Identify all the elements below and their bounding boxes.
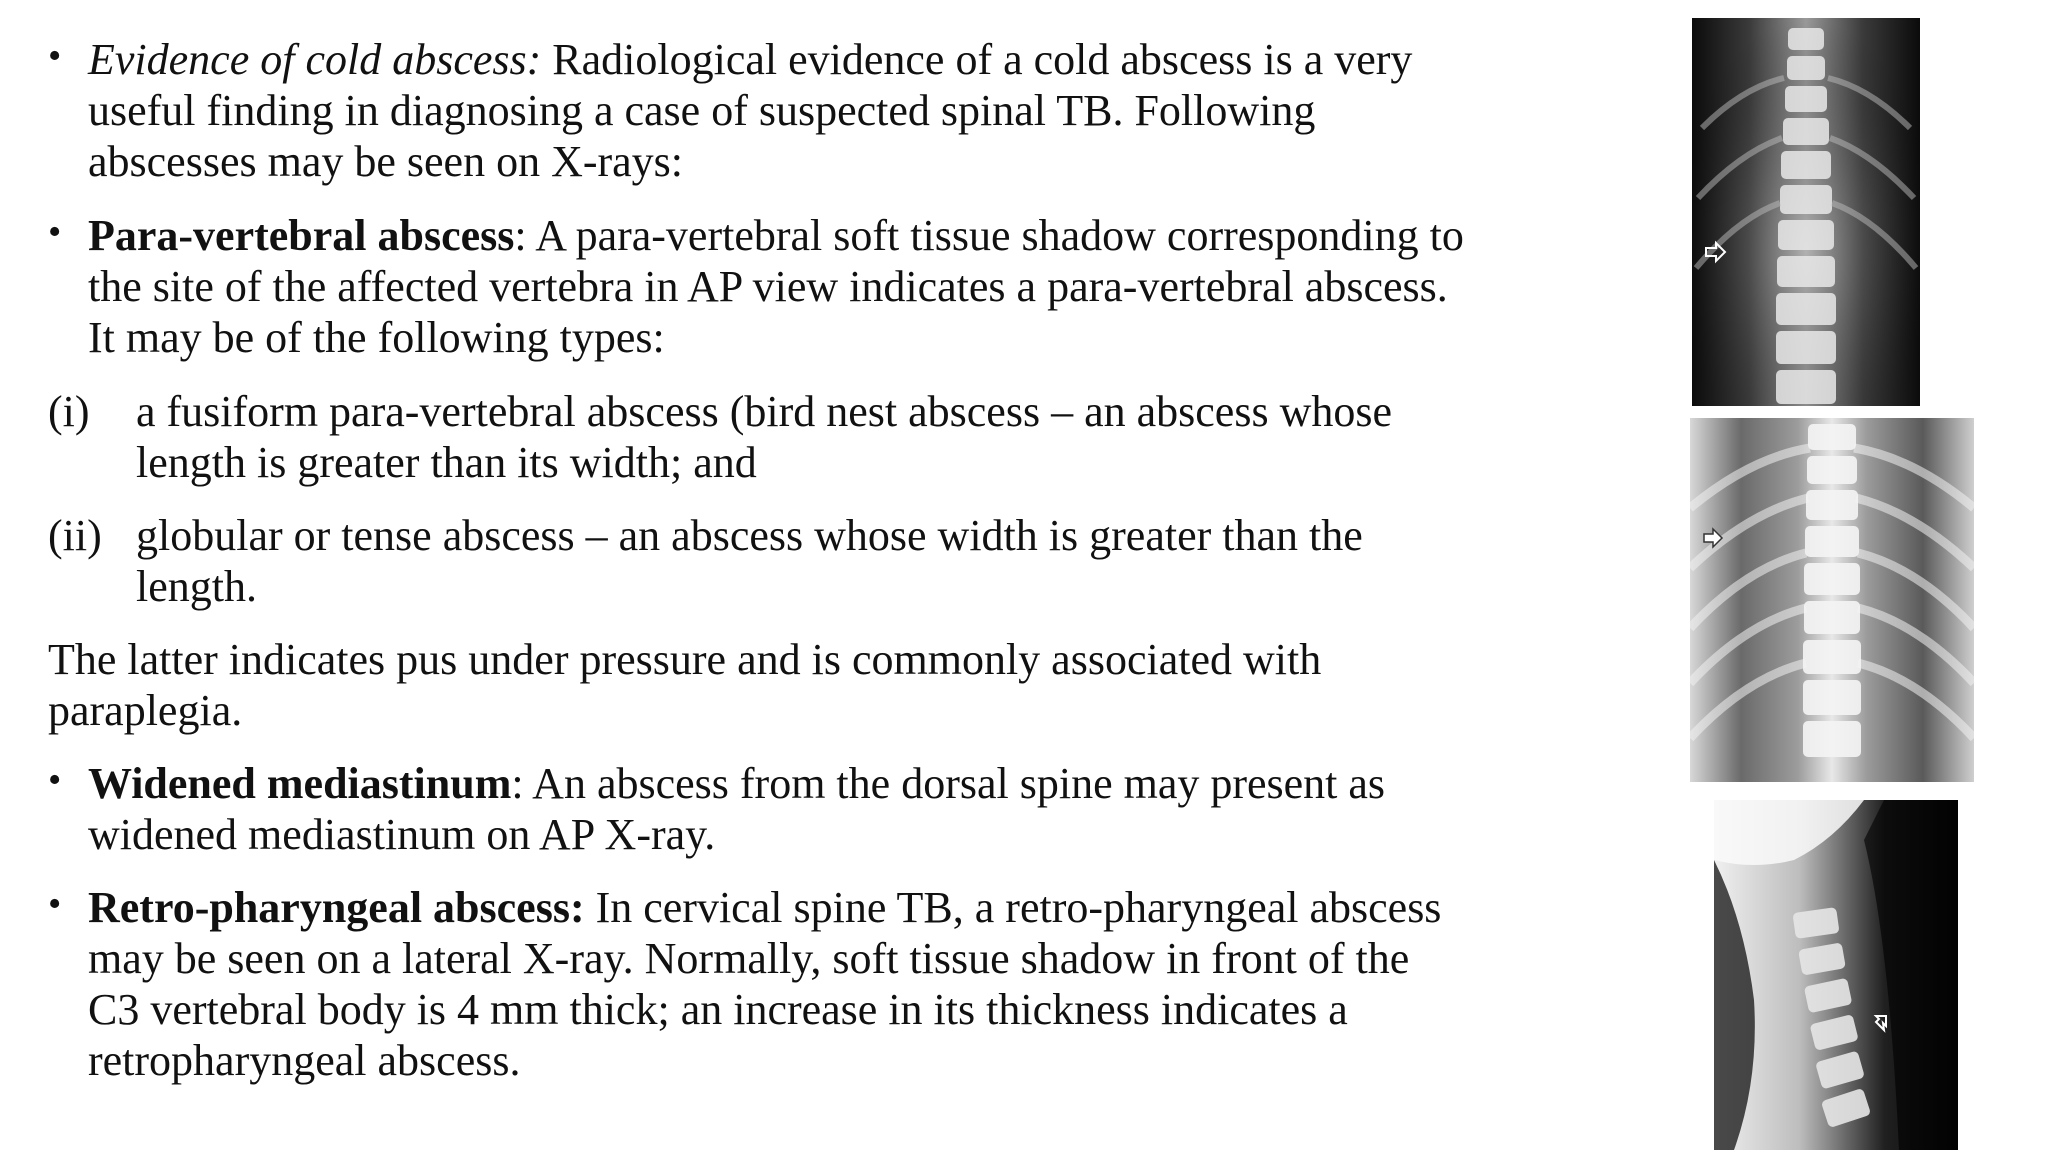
bullet-marker: • [48, 759, 62, 801]
retropharyngeal-heading: Retro-pharyngeal abscess: [88, 883, 585, 932]
xray-thoracic-ap [1692, 18, 1920, 406]
type-marker-i: (i) [48, 387, 90, 436]
type-item-i: a fusiform para-vertebral abscess (bird nest abscess – an abscess whose length is greater than its width; and [136, 387, 1392, 487]
mediastinum-heading: Widened mediastinum [88, 759, 512, 808]
xray-chest-ap [1690, 418, 1974, 782]
mediastinum-bullet: Widened mediastinum: An abscess from the dorsal spine may present as widened mediastinum on AP X-ray. [88, 759, 1386, 859]
xray-cervical-lateral [1714, 800, 1958, 1150]
paravertebral-bullet: Para-vertebral abscess: A para-vertebral soft tissue shadow corresponding to the site of the affected vertebra in AP view indicates a para-vertebral abscess. It may be of the following types: [88, 211, 1464, 362]
bullet-marker: • [48, 883, 62, 925]
cold-abscess-bullet: Evidence of cold abscess: Radiological evidence of a cold abscess is a very useful finding in diagnosing a case of suspected spinal TB. Following abscesses may be seen on X-rays: [88, 35, 1413, 186]
bullet-marker: • [48, 35, 62, 77]
paravertebral-heading: Para-vertebral abscess [88, 211, 515, 260]
bullet-marker: • [48, 211, 62, 253]
retropharyngeal-bullet: Retro-pharyngeal abscess: In cervical spine TB, a retro-pharyngeal abscess may be seen on a lateral X-ray. Normally, soft tissue shadow in front of the C3 vertebral body is 4 mm thick; an increase in its thickness indicates a retropharyngeal abscess. [88, 883, 1442, 1085]
type-item-ii: globular or tense abscess – an abscess whose width is greater than the length. [136, 511, 1363, 611]
type-marker-ii: (ii) [48, 511, 102, 560]
cold-abscess-heading: Evidence of cold abscess: [88, 35, 542, 84]
latter-paragraph: The latter indicates pus under pressure and is commonly associated with paraplegia. [48, 635, 1322, 735]
